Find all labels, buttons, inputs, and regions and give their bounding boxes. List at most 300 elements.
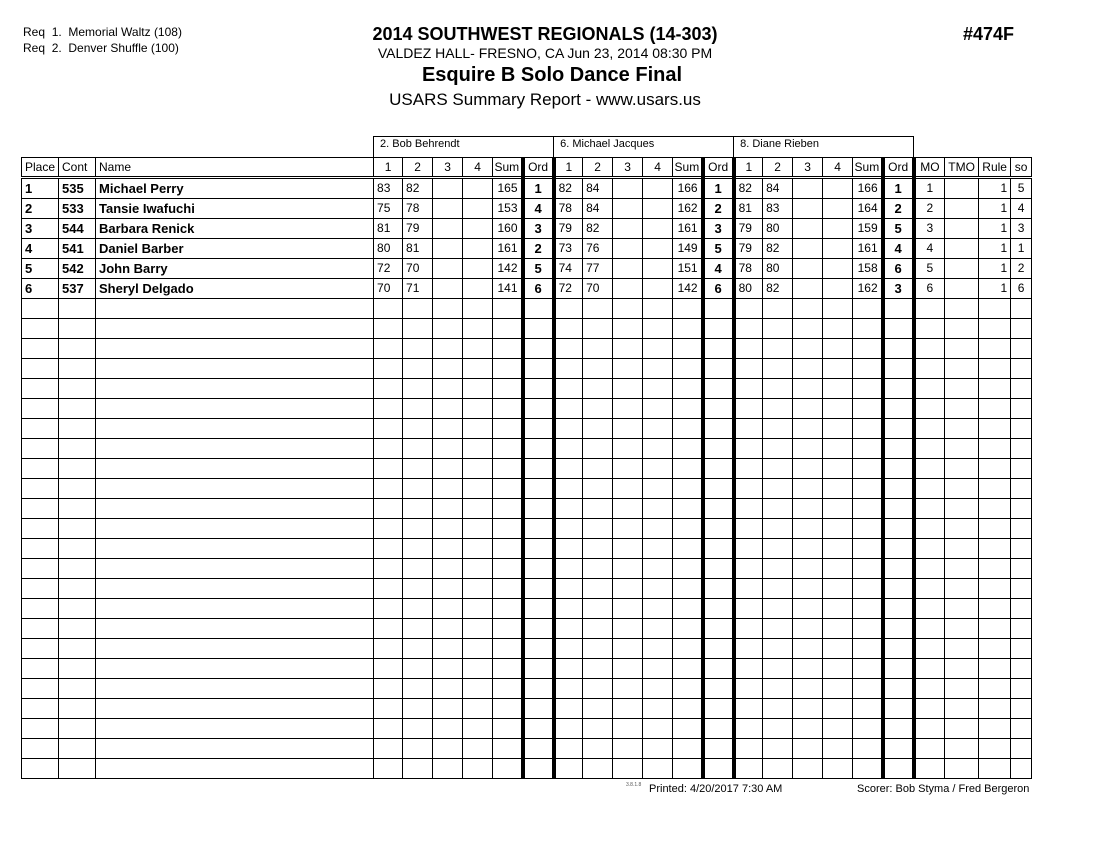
sum-cell [673, 519, 703, 539]
score-cell [793, 639, 823, 659]
empty-row [22, 519, 1032, 539]
report-title: USARS Summary Report - www.usars.us [389, 90, 701, 109]
score-cell [734, 499, 763, 519]
score-cell [433, 419, 463, 439]
ordinal-cell [703, 499, 734, 519]
tmo-cell [945, 719, 979, 739]
score-cell [734, 679, 763, 699]
col-header-judge1-5: Ord [523, 158, 554, 178]
so-cell: 1 [1011, 239, 1032, 259]
score-cell [403, 539, 433, 559]
rule-cell [979, 639, 1011, 659]
mo-cell [914, 379, 945, 399]
ordinal-cell: 3 [883, 279, 914, 299]
place-cell [22, 419, 59, 439]
tmo-cell [945, 599, 979, 619]
ordinal-cell [883, 599, 914, 619]
sum-cell: 164 [853, 199, 883, 219]
score-cell [554, 699, 583, 719]
sum-cell [853, 479, 883, 499]
name-cell [96, 399, 374, 419]
score-cell [433, 279, 463, 299]
score-cell [823, 399, 853, 419]
score-cell [823, 439, 853, 459]
score-cell [583, 519, 613, 539]
score-cell [793, 359, 823, 379]
ordinal-cell [523, 599, 554, 619]
ordinal-cell: 3 [703, 219, 734, 239]
ordinal-cell [883, 519, 914, 539]
sum-cell [493, 519, 523, 539]
score-cell [793, 419, 823, 439]
rule-cell: 1 [979, 239, 1011, 259]
mo-cell: 6 [914, 279, 945, 299]
score-cell [433, 259, 463, 279]
score-cell [763, 699, 793, 719]
score-cell [643, 739, 673, 759]
so-cell [1011, 339, 1032, 359]
sum-cell [493, 379, 523, 399]
score-cell: 78 [734, 259, 763, 279]
ordinal-cell [883, 439, 914, 459]
sum-cell [673, 439, 703, 459]
score-cell [823, 419, 853, 439]
score-cell [823, 539, 853, 559]
score-cell [643, 399, 673, 419]
ordinal-cell: 2 [523, 239, 554, 259]
so-cell: 5 [1011, 178, 1032, 199]
ordinal-cell [883, 419, 914, 439]
score-cell [374, 499, 403, 519]
score-cell [643, 279, 673, 299]
sum-cell [673, 719, 703, 739]
tmo-cell [945, 199, 979, 219]
score-cell [643, 339, 673, 359]
ordinal-cell [703, 679, 734, 699]
score-cell [643, 579, 673, 599]
score-cell [403, 319, 433, 339]
col-header-judge2-1: 2 [583, 158, 613, 178]
score-cell [554, 559, 583, 579]
score-cell [583, 459, 613, 479]
ordinal-cell [703, 539, 734, 559]
score-cell [403, 739, 433, 759]
name-cell [96, 519, 374, 539]
score-cell [734, 539, 763, 559]
sum-cell [493, 659, 523, 679]
score-cell [823, 639, 853, 659]
score-cell [823, 519, 853, 539]
sum-cell: 161 [853, 239, 883, 259]
score-cell [793, 459, 823, 479]
score-cell [374, 399, 403, 419]
score-cell: 70 [374, 279, 403, 299]
sum-cell [493, 399, 523, 419]
table-row [22, 178, 1032, 199]
score-cell [793, 239, 823, 259]
tmo-cell [945, 379, 979, 399]
mo-cell [914, 399, 945, 419]
score-cell [613, 319, 643, 339]
sum-cell: 165 [493, 178, 523, 199]
score-cell [463, 439, 493, 459]
score-cell [613, 459, 643, 479]
rule-cell: 1 [979, 199, 1011, 219]
score-cell: 84 [583, 178, 613, 199]
event-number: #474F [963, 24, 1015, 44]
score-cell [763, 519, 793, 539]
so-cell [1011, 619, 1032, 639]
ordinal-cell [523, 419, 554, 439]
place-cell [22, 519, 59, 539]
score-cell [403, 459, 433, 479]
sum-cell [853, 459, 883, 479]
sum-cell [493, 599, 523, 619]
score-cell [793, 339, 823, 359]
sum-cell [673, 599, 703, 619]
ordinal-cell [703, 399, 734, 419]
score-cell [403, 339, 433, 359]
ordinal-cell [883, 759, 914, 779]
mo-cell [914, 579, 945, 599]
sum-cell: 158 [853, 259, 883, 279]
so-cell [1011, 539, 1032, 559]
score-cell: 83 [763, 199, 793, 219]
score-cell [403, 399, 433, 419]
score-cell [823, 559, 853, 579]
score-cell [403, 299, 433, 319]
score-cell [463, 759, 493, 779]
score-cell [554, 299, 583, 319]
empty-row [22, 599, 1032, 619]
cont-cell [59, 759, 96, 779]
score-cell: 76 [583, 239, 613, 259]
score-cell [613, 539, 643, 559]
ordinal-cell [883, 399, 914, 419]
score-cell [643, 439, 673, 459]
sum-cell: 159 [853, 219, 883, 239]
score-cell [613, 419, 643, 439]
score-cell [554, 459, 583, 479]
score-cell [823, 219, 853, 239]
score-cell [433, 619, 463, 639]
mo-cell [914, 679, 945, 699]
sum-cell [853, 319, 883, 339]
name-cell [96, 639, 374, 659]
name-cell: Tansie Iwafuchi [96, 199, 374, 219]
sum-cell [673, 739, 703, 759]
score-cell [583, 679, 613, 699]
rule-cell [979, 679, 1011, 699]
score-cell [613, 259, 643, 279]
sum-cell [673, 339, 703, 359]
so-cell [1011, 319, 1032, 339]
tmo-cell [945, 639, 979, 659]
score-cell: 77 [583, 259, 613, 279]
score-cell [403, 759, 433, 779]
ordinal-cell: 2 [703, 199, 734, 219]
score-cell [433, 399, 463, 419]
cont-cell [59, 419, 96, 439]
cont-cell [59, 579, 96, 599]
score-cell [433, 199, 463, 219]
score-cell [374, 379, 403, 399]
rule-cell [979, 559, 1011, 579]
score-cell [433, 379, 463, 399]
place-cell: 1 [22, 178, 59, 199]
tmo-cell [945, 259, 979, 279]
score-cell [554, 359, 583, 379]
ordinal-cell [523, 659, 554, 679]
score-cell [433, 519, 463, 539]
score-cell: 72 [374, 259, 403, 279]
score-cell [463, 539, 493, 559]
col-header-judge1-3: 4 [463, 158, 493, 178]
sum-cell: 162 [853, 279, 883, 299]
name-cell [96, 619, 374, 639]
empty-row [22, 299, 1032, 319]
score-cell [793, 599, 823, 619]
score-cell [433, 319, 463, 339]
score-cell [763, 559, 793, 579]
score-cell [374, 619, 403, 639]
score-cell [734, 759, 763, 779]
score-cell: 79 [734, 219, 763, 239]
place-cell [22, 699, 59, 719]
place-cell [22, 679, 59, 699]
name-cell [96, 699, 374, 719]
score-cell [734, 519, 763, 539]
cont-cell [59, 719, 96, 739]
name-cell [96, 499, 374, 519]
cont-cell [59, 319, 96, 339]
score-cell [763, 339, 793, 359]
mo-cell [914, 519, 945, 539]
score-cell: 79 [554, 219, 583, 239]
col-header-judge3-3: 4 [823, 158, 853, 178]
score-cell [433, 499, 463, 519]
score-cell: 82 [734, 178, 763, 199]
score-cell [793, 199, 823, 219]
sum-cell [673, 419, 703, 439]
sum-cell: 142 [493, 259, 523, 279]
score-cell [463, 739, 493, 759]
col-header-judge2-0: 1 [554, 158, 583, 178]
empty-row [22, 739, 1032, 759]
place-cell [22, 639, 59, 659]
mo-cell [914, 339, 945, 359]
ordinal-cell [883, 639, 914, 659]
score-cell [463, 659, 493, 679]
name-cell [96, 459, 374, 479]
so-cell [1011, 639, 1032, 659]
ordinal-cell [883, 659, 914, 679]
sum-cell [493, 699, 523, 719]
rule-cell [979, 759, 1011, 779]
sum-cell [853, 719, 883, 739]
score-cell [463, 459, 493, 479]
tmo-cell [945, 759, 979, 779]
ordinal-cell [703, 479, 734, 499]
score-cell [374, 639, 403, 659]
place-cell [22, 439, 59, 459]
rule-cell [979, 599, 1011, 619]
sum-cell [673, 399, 703, 419]
col-header-judge3-2: 3 [793, 158, 823, 178]
rule-cell: 1 [979, 178, 1011, 199]
sum-cell [493, 559, 523, 579]
ordinal-cell [883, 539, 914, 559]
mo-cell: 4 [914, 239, 945, 259]
score-cell [613, 759, 643, 779]
ordinal-cell [703, 559, 734, 579]
rule-cell [979, 719, 1011, 739]
so-cell [1011, 679, 1032, 699]
table-row [22, 279, 1032, 299]
score-cell [734, 359, 763, 379]
sum-cell [853, 639, 883, 659]
score-cell: 82 [763, 239, 793, 259]
ordinal-cell [883, 319, 914, 339]
score-cell [554, 759, 583, 779]
event-title: Esquire B Solo Dance Final [421, 64, 683, 86]
ordinal-cell: 5 [523, 259, 554, 279]
col-header-judge1-4: Sum [493, 158, 523, 178]
rule-cell [979, 439, 1011, 459]
score-cell [583, 419, 613, 439]
mo-cell [914, 539, 945, 559]
score-cell [613, 719, 643, 739]
score-cell [433, 339, 463, 359]
ordinal-cell [523, 619, 554, 639]
score-cell [734, 419, 763, 439]
ordinal-cell [883, 719, 914, 739]
score-cell [374, 519, 403, 539]
score-cell [403, 439, 433, 459]
score-cell: 79 [734, 239, 763, 259]
score-cell: 70 [403, 259, 433, 279]
tmo-cell [945, 339, 979, 359]
score-cell [433, 439, 463, 459]
so-cell [1011, 459, 1032, 479]
cont-cell [59, 739, 96, 759]
empty-row [22, 639, 1032, 659]
score-cell [823, 479, 853, 499]
score-cell [613, 219, 643, 239]
col-header-judge2-3: 4 [643, 158, 673, 178]
req-number: 1. [51, 25, 62, 39]
so-cell [1011, 699, 1032, 719]
ordinal-cell: 1 [523, 178, 554, 199]
sum-cell [673, 479, 703, 499]
name-cell [96, 719, 374, 739]
name-cell [96, 759, 374, 779]
tmo-cell [945, 219, 979, 239]
score-cell [643, 459, 673, 479]
score-cell [613, 239, 643, 259]
cont-cell [59, 699, 96, 719]
ordinal-cell: 4 [883, 239, 914, 259]
rule-cell [979, 619, 1011, 639]
score-cell [734, 399, 763, 419]
score-cell [433, 219, 463, 239]
score-cell [613, 279, 643, 299]
score-cell [734, 579, 763, 599]
score-cell [374, 559, 403, 579]
score-cell [374, 359, 403, 379]
score-cell [793, 719, 823, 739]
place-cell: 2 [22, 199, 59, 219]
score-cell [763, 579, 793, 599]
score-cell [613, 519, 643, 539]
so-cell: 3 [1011, 219, 1032, 239]
empty-row [22, 499, 1032, 519]
mo-cell [914, 459, 945, 479]
empty-row [22, 339, 1032, 359]
sum-cell [853, 559, 883, 579]
score-cell [643, 178, 673, 199]
so-cell [1011, 399, 1032, 419]
score-cell [613, 679, 643, 699]
sum-cell: 141 [493, 279, 523, 299]
score-cell [463, 239, 493, 259]
ordinal-cell [883, 499, 914, 519]
ordinal-cell [523, 539, 554, 559]
rule-cell [979, 519, 1011, 539]
score-cell [374, 599, 403, 619]
score-cell [823, 339, 853, 359]
score-cell [823, 679, 853, 699]
ordinal-cell [523, 299, 554, 319]
score-cell [643, 299, 673, 319]
score-cell [403, 579, 433, 599]
score-cell [763, 479, 793, 499]
score-cell [583, 479, 613, 499]
col-header-so: so [1011, 158, 1032, 178]
sum-cell: 162 [673, 199, 703, 219]
empty-row [22, 319, 1032, 339]
ordinal-cell [703, 319, 734, 339]
score-cell [613, 379, 643, 399]
mo-cell [914, 559, 945, 579]
score-cell [403, 519, 433, 539]
score-cell [793, 299, 823, 319]
tmo-cell [945, 178, 979, 199]
ordinal-cell: 6 [523, 279, 554, 299]
sum-cell: 166 [673, 178, 703, 199]
empty-row [22, 539, 1032, 559]
ordinal-cell [703, 299, 734, 319]
col-header-judge2-5: Ord [703, 158, 734, 178]
so-cell [1011, 519, 1032, 539]
rule-cell [979, 739, 1011, 759]
sum-cell [493, 759, 523, 779]
ordinal-cell [703, 599, 734, 619]
score-cell [433, 699, 463, 719]
sum-cell [853, 399, 883, 419]
score-cell [403, 359, 433, 379]
score-cell [554, 719, 583, 739]
name-cell [96, 319, 374, 339]
ordinal-cell [703, 379, 734, 399]
sum-cell [493, 319, 523, 339]
score-cell [583, 319, 613, 339]
ordinal-cell [703, 699, 734, 719]
score-cell [793, 439, 823, 459]
sum-cell: 161 [673, 219, 703, 239]
score-cell [613, 659, 643, 679]
score-cell: 72 [554, 279, 583, 299]
